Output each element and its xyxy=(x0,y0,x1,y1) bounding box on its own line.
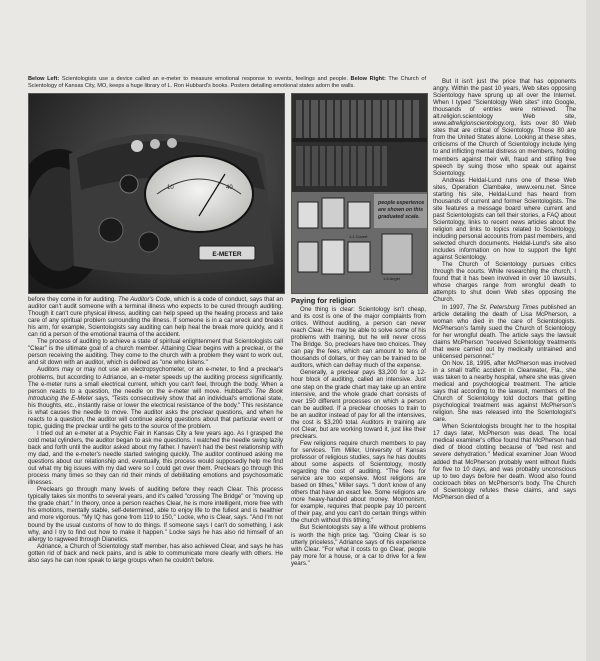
col1-paragraph-5: Preclears go through many levels of auditing before they reach Clear. This process typically takes six months to several years, and it's called "crossing The Bridge" or "moving up the grade chart." In theory, once a person reaches Clear, he is more intelligent, more free with his emotions, mentally stable, self-determined, able to enjoy life to the fullest and is healthier and more vigorous. "My IQ has gone from 119 to 150," Locke, who is Clear, says. "And I'm not bound by the usual customs of how to do things. If someone says I can't do something, I ask why, and I try to find out how to make it happen." Locke says he has also rid himself of an allergy to ragweed through Dianetics. xyxy=(28,486,283,543)
book-title-auditors-code: The Auditor's Code xyxy=(117,296,171,303)
article-column-3 xyxy=(433,78,576,501)
article-column-1 xyxy=(28,296,283,564)
col3-paragraph-6: When Scientologists brought her to the hospital 17 days later, McPherson was dead. The local medical examiner's office found that McPherson had died of blood clotting because of "bed rest and severe dehydration." Medical examiner Joan Wood added that McPherson probably went without fluids for five to 10 days, and was probably unconscious up to two days before her death. Wood also found cockroach bites on McPherson's body. The Church of Scientology refutes these claims, and says McPherson died of a xyxy=(433,423,576,501)
photo-caption xyxy=(28,76,426,90)
page-margin xyxy=(586,0,600,661)
col2-paragraph-1: One thing is clear: Scientology isn't cheap, and its cost is one of the major complaints from critics. Without auditing, a person can never reach Clear. He may be able to solve some of his problems with training, but he will never cross The Bridge. So, preclears have two choices. They can pay the fees, which can amount to tens of thousands of dollars, or they can be trained to be auditors, which can defray much of the expense. xyxy=(291,306,426,370)
poster-label-a: 1.1 Covert xyxy=(349,234,368,239)
section-heading: Paying for religion xyxy=(291,296,356,305)
col3-paragraph-4: In 1997, The St. Petersburg Times published an article detailing the death of Lisa McPherson, a woman who died in the care of Scientologists. McPherson's family sued the Church of Scientology for her wrongful death. The article says the lawsuit claims McPherson "received Scientology treatments that were carried out by medically untrained and unlicensed personnel." xyxy=(433,303,577,360)
col2-paragraph-3: Few religions require church members to pay for services. Tim Miller, University of Kansas professor of religious studies, says he has doubts about some aspects of Scientology, mostly regarding the cost of auditing. "The fees for service are too expensive. Most religions are based on tithes," Miller says. "I don't know of any others that have an exact fee. Some religions are more heavy-handed about money. Mormonism, for example, requires that people pay 10 percent of their pay, and you can't do certain things within the church without this tithing." xyxy=(291,439,426,525)
caption-left-label: Below Left: xyxy=(28,76,60,82)
scale-right-label: 40 xyxy=(226,185,233,191)
emeter-brand-label: E-METER xyxy=(212,251,242,258)
knob-icon xyxy=(131,140,143,152)
col2-paragraph-4: But Scientologists say a life without problems is worth the high price tag. "Going Clear is so utterly priceless," Adriance says of his experience with Clear. "For what it costs to go Clear, people pay more for a house, or a car to drive for a few years." xyxy=(291,524,426,567)
col1-paragraph-3: Auditors may or may not use an electropsychometer, or an e-meter, to find a preclear's problems, but according to Adriance, an e-meter speeds up the auditing process significantly. The e-meter runs a small electrical current, which you can't feel, through the body. When a person reacts to a question, the needle on the e-meter will move. Hubbard's The Book Introducing the E-Meter says, "Tests consecutively show that an individual's emotional state, his thoughts, etc., instantly raise or lower the electrical resistance of the body." This resistance is what causes the needle to move. The auditor asks the preclear questions, and when he reacts to a question, the auditor will continue asking questions about that particular event or topic, guiding the preclear until he gets to the source of the problem. xyxy=(28,366,283,430)
col3-paragraph-1: But it isn't just the price that has opponents angry. Within the past 10 years, Web sites opposing Scientology have sprung up all over the Internet. When I typed "Scientology Web sites" into Google, thousands of entries were retrieved. The alt.religion.scientology Web site, www.altreligionscientology.org, lists over 80 Web sites that are critical of Scientology. Those 80 are from the United States alone. Looking at these sites, criticisms of the Church of Scientology include lying to and inflicting mental distress on members, holding members against their will, fraud and stifling free speech by suing those who speak out against Scientology. xyxy=(433,78,576,177)
col1-paragraph-1: before they come in for auditing. The Auditor's Code, which is a code of conduct, says that an auditor can't audit someone with a terminal illness who expects to be cured through auditing. Though it can't cure physical illness, auditing can help speed up the healing process and take care of any spiritual problem surrounding the illness. If someone is in a car wreck and breaks his arm, for example, Scientologists say auditing can help heal the break more quickly, and it can rid a person of the emotional trauma of the accident. xyxy=(28,296,284,339)
poster-text-1: people experience xyxy=(378,200,425,206)
meter-dial xyxy=(145,156,253,232)
library-photo xyxy=(291,93,428,294)
caption-left-text: Scientologists use a device called an e-meter to measure emotional response to events, feelings and people. xyxy=(61,76,348,82)
col1-paragraph-2: The process of auditing to achieve a state of spiritual enlightenment that Scientologists call "Clear" is the ultimate goal of a church member. Attaining Clear begins with a preclear, or the person receiving the auditing. They come to the church with a problem they want to work out, and sit down with an auditor, which is defined as "one who listens." xyxy=(28,338,283,367)
emeter-illustration xyxy=(29,94,284,293)
caption-right-text: The Church of Scientology of Kansas City, MO, keeps a huge library of L. Ron Hubbard's books. Posters detailing emotional states adorn the walls. xyxy=(28,76,427,90)
library-illustration xyxy=(292,94,427,293)
emeter-photo xyxy=(28,93,285,294)
col3-paragraph-5: On Nov. 18, 1995, after McPherson was involved in a small traffic accident in Clearwater, Fla., she was taken to a nearby hospital, where she was given medical and psychological treatment. The article says that according to the lawsuit, members of the Church of Scientology told doctors that getting psychological treatment was against McPherson's religion. She was released into the Scientologist's care. xyxy=(433,359,576,424)
website-url: www.altreligionscientology.org xyxy=(433,120,515,128)
book-title-emeter: The Book Introducing the E-Meter xyxy=(28,387,283,402)
article-column-2 xyxy=(291,296,426,567)
poster-text-2: are shown on this xyxy=(378,207,424,213)
col3-paragraph-3: The Church of Scientology pursues critics through the courts. While researching the church, I found that it has been involved in over 10 lawsuits, whose charges range from wrongful death to attempts to shut down Web sites opposing the Church. xyxy=(433,261,576,304)
scale-left-label: 10 xyxy=(167,185,174,191)
col1-paragraph-4: I tried out an e-meter at a Psychic Fair in Kansas City a few years ago. As I grasped the cold metal cylinders, the auditor began to ask me questions. I watched the needle swing lazily back and forth until the auditor asked about my father. I haven't had the best relationship with my dad, and the e-meter's needle started swinging quickly. The auditor continued asking me questions about our relationship and, eventually, this process would supposedly help me find out what my big issues with my dad were so I could get over them. Preclears go through this process many times so they can rid their minds of debilitating emotions and psychosomatic illnesses. xyxy=(28,429,283,487)
poster-label-b: 1.5 Anger xyxy=(383,276,401,281)
newspaper-title: The St. Petersburg Times xyxy=(467,303,539,311)
col3-paragraph-2: Andreas Heldal-Lund runs one of these Web sites, Operation Clambake, www.xenu.net. Since starting his site, Heldal-Lund has heard from thousands of current and former Scientologists. The site features a message board where current and past Scientologists can tell their stories, a FAQ about Scientology, links to recent news articles about the religion and links to topics related to Scientology, including personal accounts from past members, and selected church documents. Heldal-Lund's site also includes information on how to support the fight against Scientology. xyxy=(433,176,576,262)
caption-right-label: Below Right: xyxy=(350,76,386,82)
col2-paragraph-2: Generally, a preclear pays $3,200 for a 12-hour block of auditing, called an intensive. Just one step on the grade chart may take up an entire intensive, and the whole grade chart consists of over 150 different processes on which a person can be audited. If a preclear chooses to train to be an auditor instead of pay for all the intensives, the cost is $3,200 total. Auditors in training are not Clear, but are working toward it, just like their preclears. xyxy=(291,369,426,440)
col1-paragraph-6: Adriance, a Church of Scientology staff member, has also achieved Clear, and says he has gotten rid of back and neck pains, and is able to communicate more clearly with others. He also says he can now speak to large groups when he couldn't before. xyxy=(28,542,283,564)
poster-text-3: graduated scale. xyxy=(378,214,420,220)
